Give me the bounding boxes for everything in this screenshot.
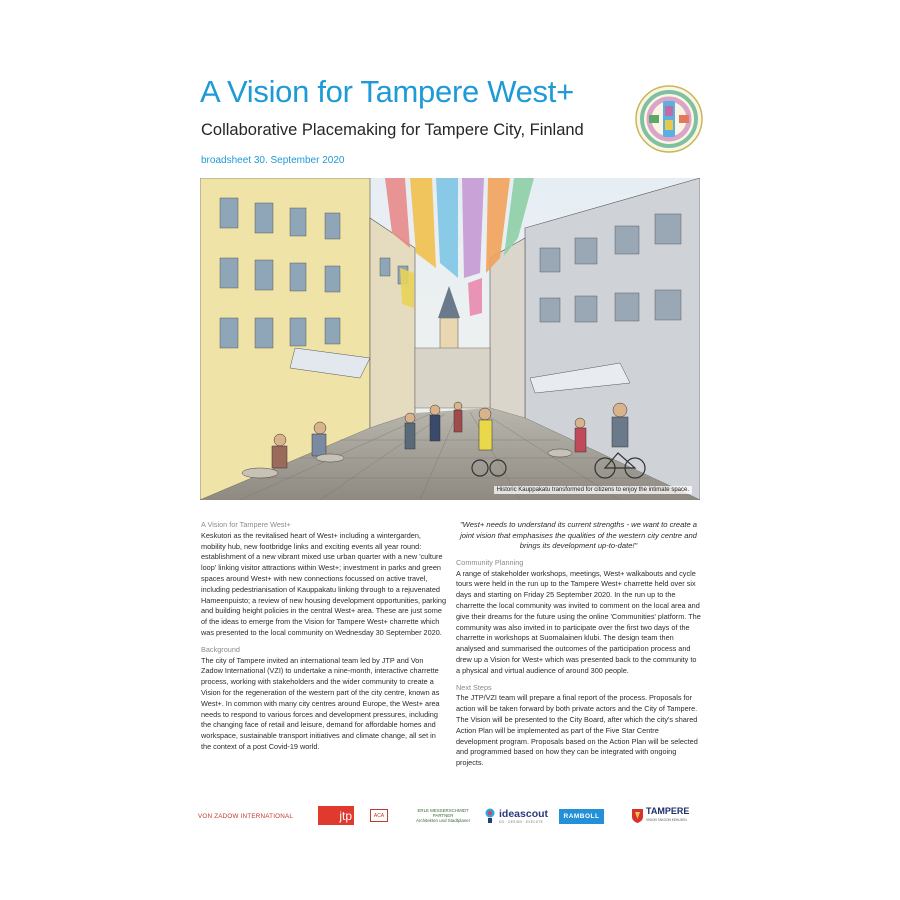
emp-logo <box>416 804 470 826</box>
next-steps-body: The JTP/VZI team will prepare a final report of the process. Proposals for action will be taken forward by both private actors and the City of Tampere. The Vision will be presented to the City Board, after which the city's shared Action Plan will be implemented as part of the Five Star Centre development program. Proposals based on the Action Plan will be selected and programmed based on how they can be integrated with ongoing projects. <box>456 693 698 768</box>
hero-caption: Historic Kauppakatu transformed for citizens to enjoy the intimate space. <box>494 486 692 494</box>
page-title: A Vision for Tampere West+ <box>200 74 574 109</box>
vzi-logo: VON ZADOW INTERNATIONAL <box>198 812 294 820</box>
pull-quote: "West+ needs to understand its current strengths - we want to create a joint vision that emphasises the qualities of the western city centre and brings its development up-to-date!" <box>459 520 698 551</box>
community-body: A range of stakeholder workshops, meetings, West+ walkabouts and cycle tours were held in the run up to the Tampere West+ charrette held over six days and starting on Friday 25 September 2020. In the run up to the charrette the local community was invited to comment on the local area and give their dreams for the future using the online 'Communities' platform. The community was also invited in to participate over the first two days of the charrette in workshops at Suomalainen klubi. The design team then analysed and summarised the outcomes of the participation process and drew up a Vision for West+ which was presented back to the community to a physical and virtual audience of around 300 people. <box>456 568 701 675</box>
tampere-name: TAMPERE <box>646 806 690 816</box>
right-column <box>456 520 701 769</box>
ideascout-logo <box>484 805 548 827</box>
ideascout-mark-icon <box>484 808 496 824</box>
next-steps-heading: Next Steps <box>456 682 492 692</box>
tampere-logo <box>632 805 689 827</box>
ideascout-tagline: DO · DESIGN · EXECUTE <box>499 820 544 824</box>
background-heading: Background <box>201 644 240 654</box>
intro-body: Keskutori as the revitalised heart of West+ including a wintergarden, mobility hub, new footbridge links and exciting events all year round: establishment of a new vibrant mixed use urban quarter with a new 'culture loop' linking visitor attractions within West+; investment in parks and green spaces around West+ with new connections focussed on active travel, including pedestrianisation of Kauppakatu linking through to a rejuvenated Hameenpuisto; a review of new housing development opportunities, parking and building height policies in the central West+ area. These are just some of the ideas to emerge from the Vision for Tampere West+ charrette which was presented to the local community on Wednesday 30 September 2020. <box>201 530 446 637</box>
tampere-crest-icon <box>632 809 643 823</box>
intro-heading: A Vision for Tampere West+ <box>201 520 291 529</box>
ideascout-name: ideascout <box>499 808 549 820</box>
hero-illustration <box>200 178 700 500</box>
background-body: The city of Tampere invited an international team led by JTP and Von Zadow International (VZI) to undertake a nine-month, interactive charrette process, working with stakeholders and the wider community to create a Vision for the regeneration of the western part of the city centre, known as West+. In common with many city centres around Europe, the West+ area needs to respond to various forces and development pressures, including the changing face of retail and leisure, demand for affordable homes and workspace, sustainable transport initiatives and climate change, all set in the context of a post Covid-19 world. <box>201 655 440 751</box>
community-heading: Community Planning <box>456 557 524 567</box>
page-subtitle: Collaborative Placemaking for Tampere City, Finland <box>201 121 584 139</box>
emp-logo-line2: PARTNER <box>432 812 454 818</box>
vision-emblem-icon <box>634 84 704 154</box>
tampere-tagline: VISION TAKOON KEHUJEN <box>646 818 687 822</box>
jtp-logo: jtp <box>318 806 354 825</box>
emp-logo-line1: ERLE MESSERSCHMIDT <box>417 807 469 813</box>
left-column <box>201 520 446 753</box>
ramboll-logo: RAMBOLL <box>559 809 604 824</box>
street-sketch-illustration <box>200 178 700 500</box>
emp-logo-line3: Architekten und Stadtplaner <box>416 817 471 823</box>
aca-logo: ACA <box>370 809 388 822</box>
dateline: broadsheet 30. September 2020 <box>201 155 345 166</box>
partner-logos <box>198 805 704 827</box>
